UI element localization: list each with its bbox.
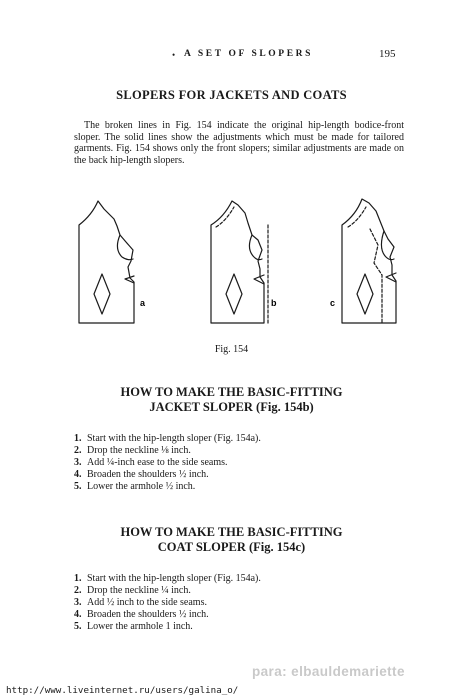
step-text: Drop the neckline ⅛ inch. [87,445,191,456]
running-head-bullet: • [172,50,176,60]
step-number: 4. [74,609,82,620]
step-text: Start with the hip-length sloper (Fig. 154a). [87,433,261,444]
step-number: 4. [74,469,82,480]
running-head-title: A SET OF SLOPERS [184,49,313,59]
list-item [74,433,414,445]
page-number: 195 [379,48,396,60]
footer-url: http://www.liveinternet.ru/users/galina_o/ [6,685,239,696]
list-item [74,585,414,597]
step-text: Drop the neckline ¼ inch. [87,585,191,596]
list-item [74,573,414,585]
running-head [0,48,463,62]
figure-label-b: b [271,298,277,308]
intro-paragraph: The broken lines in Fig. 154 indicate the original hip-length bodice-front sloper. The solid lines show the adjustments which must be made for tailored garments. Fig. 154 shows only the front slopers; similar adjustments are made on the back hip-length slopers. [74,120,404,166]
coat-heading [0,525,463,555]
figure-label-a: a [140,298,146,308]
list-item [74,597,414,609]
jacket-steps-list [74,433,414,493]
list-item [74,445,414,457]
coat-heading-line1: HOW TO MAKE THE BASIC-FITTING [120,525,343,539]
section-title: SLOPERS FOR JACKETS AND COATS [116,88,347,102]
list-item [74,469,414,481]
list-item [74,457,414,469]
list-item [74,609,414,621]
step-number: 2. [74,445,82,456]
jacket-heading-line2: JACKET SLOPER (Fig. 154b) [149,400,314,414]
step-number: 5. [74,621,82,632]
step-text: Add ½ inch to the side seams. [87,597,207,608]
step-text: Add ¼-inch ease to the side seams. [87,457,228,468]
sloper-c [342,199,396,323]
watermark: para: elbauldemariette [252,664,405,679]
step-number: 1. [74,433,82,444]
step-number: 3. [74,597,82,608]
step-text: Broaden the shoulders ½ inch. [87,609,209,620]
step-text: Start with the hip-length sloper (Fig. 154a). [87,573,261,584]
list-item [74,621,414,633]
step-text: Broaden the shoulders ½ inch. [87,469,209,480]
figure-154 [0,195,463,345]
sloper-b [211,201,268,323]
jacket-heading-line1: HOW TO MAKE THE BASIC-FITTING [120,385,343,399]
step-text: Lower the armhole 1 inch. [87,621,193,632]
coat-heading-line2: COAT SLOPER (Fig. 154c) [157,540,306,554]
coat-steps-list [74,573,414,633]
figure-caption: Fig. 154 [214,344,249,355]
step-number: 2. [74,585,82,596]
step-number: 5. [74,481,82,492]
list-item [74,481,414,493]
step-number: 1. [74,573,82,584]
sloper-a [79,201,134,323]
jacket-heading [0,385,463,415]
figure-label-c: c [330,298,336,308]
step-text: Lower the armhole ½ inch. [87,481,196,492]
figure-154-drawing [0,195,463,345]
step-number: 3. [74,457,82,468]
